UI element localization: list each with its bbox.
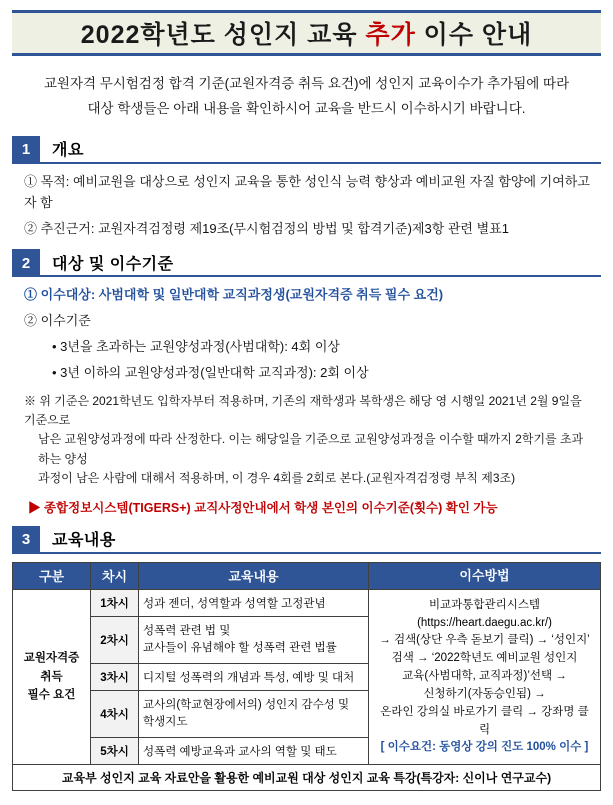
intro-line-1: 교원자격 무시험검정 합격 기준(교원자격증 취득 요건)에 성인지 교육이수가 추가됨에 따라 <box>43 76 570 91</box>
overview-item-purpose: ① 목적: 예비교원을 대상으로 성인지 교육을 통한 성인식 능력 향상과 예비교원 자질 함양에 기여하고자 함 <box>24 173 590 210</box>
intro-line-2: 대상 학생들은 아래 내용을 확인하시어 교육을 반드시 이수하시기 바랍니다. <box>87 100 526 116</box>
method-line-4: 교육(사범대학, 교직과정)’선택 → <box>402 670 567 683</box>
cell-content-4-line-1: 교사의(학교현장에서의) 성인지 감수성 및 <box>143 699 350 712</box>
section-heading-target <box>12 249 601 277</box>
method-line-2: → 검색(상단 우측 돋보기 클릭) → ‘성인지’ <box>379 634 590 647</box>
cell-chasi-3: 3차시 <box>91 664 139 691</box>
gubun-line-3: 필수 요건 <box>27 689 76 702</box>
section-title-wrap-2 <box>40 249 601 277</box>
section-number-3: 3 <box>12 526 40 554</box>
education-content-table <box>12 562 601 791</box>
method-line-1: 비교과통합관리시스템(https://heart.daegu.ac.kr/) <box>417 598 552 629</box>
criteria-note-line-2: 남은 교원양성과정에 따라 산정한다. 이는 해당일을 기준으로 교원양성과정을 이수할 때까지 2학기를 초과하는 양성 <box>38 432 584 466</box>
table-header-row <box>13 562 601 589</box>
cell-chasi-1: 1차시 <box>91 589 139 616</box>
criteria-note <box>24 392 593 489</box>
cell-gubun <box>13 589 91 764</box>
table-body <box>13 589 601 790</box>
table-header-method: 이수방법 <box>369 562 601 589</box>
table-header-gubun: 구분 <box>13 562 91 589</box>
cell-content-2 <box>139 616 369 663</box>
criteria-note-line-1: ※ 위 기준은 2021학년도 입학자부터 적용하며, 기존의 재학생과 복학생은 해당 영 시행일 2021년 2월 9일을 기준으로 <box>24 393 582 427</box>
method-requirement: [ 이수요건: 동영상 강의 진도 100% 이수 ] <box>380 741 589 754</box>
table-footer-row <box>13 765 601 791</box>
document-page <box>0 10 613 805</box>
criteria-bullet-1: • 3년을 초과하는 교원양성과정(사범대학): 4회 이상 <box>52 338 340 354</box>
overview-item-basis: ② 추진근거: 교원자격검정령 제19조(무시험검정의 방법 및 합격기준)제3항 관련 별표1 <box>24 220 509 236</box>
gubun-line-1: 교원자격증 <box>23 652 80 665</box>
section-heading-overview <box>12 136 601 164</box>
page-title <box>81 15 532 51</box>
overview-block <box>12 172 601 239</box>
section-number-2: 2 <box>12 249 40 277</box>
gubun-line-2: 취득 <box>40 670 63 683</box>
cell-content-2-line-2: 교사들이 유념해야 할 성폭력 관련 법률 <box>143 641 337 654</box>
section-title-1: 개요 <box>52 142 84 160</box>
criteria-bullet-2: • 3년 이하의 교원양성과정(일반대학 교직과정): 2회 이상 <box>52 364 369 380</box>
cell-content-4 <box>139 690 369 737</box>
cell-chasi-5: 5차시 <box>91 738 139 765</box>
cell-content-1: 성과 젠더, 성역할과 성역할 고정관념 <box>139 589 369 616</box>
cell-chasi-4: 4차시 <box>91 690 139 737</box>
table-footer-note: 교육부 성인지 교육 자료안을 활용한 예비교원 대상 성인지 교육 특강(특강자: 신이나 연구교수) <box>13 765 601 791</box>
section-title-3: 교육내용 <box>52 532 116 550</box>
title-part2: 이수 안내 <box>415 21 533 49</box>
target-item-audience <box>24 285 595 306</box>
target-item-criteria: ② 이수기준 <box>24 313 91 329</box>
cell-content-3: 디지털 성폭력의 개념과 특성, 예방 및 대처 <box>139 664 369 691</box>
cell-content-5: 성폭력 예방교육과 교사의 역할 및 태도 <box>139 738 369 765</box>
method-text <box>373 593 596 761</box>
cell-chasi-2: 2차시 <box>91 616 139 663</box>
title-part1: 2022학년도 성인지 교육 <box>80 21 366 49</box>
section-number-1: 1 <box>12 136 40 164</box>
title-accent: 추가 <box>365 21 416 49</box>
section-title-wrap-3 <box>40 526 601 554</box>
table-header <box>13 562 601 589</box>
cell-content-4-line-2: 학생지도 <box>143 716 188 729</box>
method-line-5: 신청하기(자동승인됨) → <box>423 687 546 700</box>
section-title-wrap-1 <box>40 136 601 164</box>
table-header-content: 교육내용 <box>139 562 369 589</box>
section-heading-content <box>12 526 601 554</box>
tigers-notice: ▶ 종합정보시스템(TIGERS+) 교직사정안내에서 학생 본인의 이수기준(횟수) 확인 가능 <box>28 500 498 515</box>
intro-paragraph <box>12 72 601 122</box>
cell-method <box>369 589 601 764</box>
section-title-2: 대상 및 이수기준 <box>52 255 174 273</box>
target-audience-text: 사범대학 및 일반대학 교직과정생(교원자격증 취득 필수 요건) <box>95 287 444 303</box>
table-row <box>13 589 601 616</box>
target-audience-label: ① 이수대상: <box>24 287 96 303</box>
method-line-3: 검색 → ‘2022학년도 예비교원 성인지 <box>391 652 578 665</box>
method-line-6: 온라인 강의실 바로가기 클릭 → 강좌명 클릭 <box>380 705 589 736</box>
table-header-chasi: 차시 <box>91 562 139 589</box>
target-block <box>12 285 601 515</box>
criteria-note-line-3: 과정이 남은 사람에 대해서 적용하며, 이 경우 4회를 2회로 본다.(교원자격검정령 부칙 제3조) <box>38 471 516 486</box>
document-title-band <box>12 10 601 56</box>
cell-content-2-line-1: 성폭력 관련 법 및 <box>143 625 231 638</box>
